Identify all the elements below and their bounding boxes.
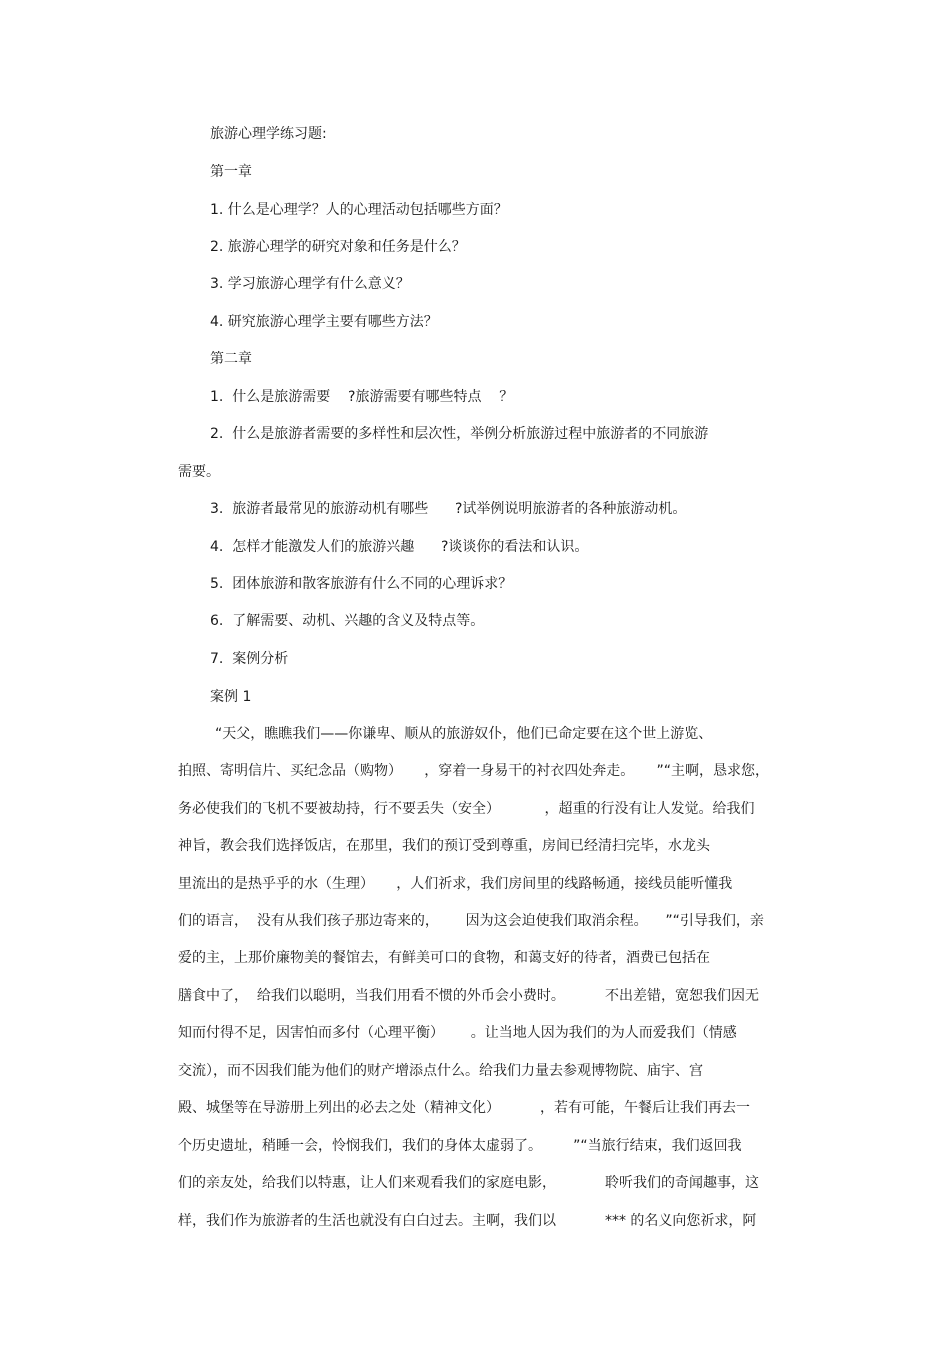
case-text-line: “天父，瞧瞧我们——你谦卑、顺从的旅游奴仆，他们已命定要在这个世上游览、 [215, 726, 713, 742]
chapter-1-question: 1. 什么是心理学？人的心理活动包括哪些方面？ [210, 202, 508, 218]
chapter-2-heading: 第二章 [210, 351, 252, 367]
chapter-2-question: 3. 旅游者最常见的旅游动机有哪些 ?试举例说明旅游者的各种旅游动机。 [210, 501, 687, 517]
case-text-line: 务必使我们的飞机不要被劫持，行不要丢失（安全） ，超重的行没有让人发觉。给我们 [178, 801, 755, 817]
chapter-2-question: 2. 什么是旅游者需要的多样性和层次性，举例分析旅游过程中旅游者的不同旅游 [210, 426, 709, 442]
chapter-2-question: 5. 团体旅游和散客旅游有什么不同的心理诉求？ [210, 576, 513, 592]
chapter-2-question: 1. 什么是旅游需要 ?旅游需要有哪些特点 ？ [210, 389, 514, 405]
case-text-line: 个历史遗址，稍睡一会，怜悯我们，我们的身体太虚弱了。 ”“当旅行结束，我们返回我 [178, 1138, 742, 1154]
case-text-line: 里流出的是热乎乎的水（生理） ，人们祈求，我们房间里的线路畅通，接线员能听懂我 [178, 876, 733, 892]
case-text-line: 样，我们作为旅游者的生活也就没有白白过去。主啊，我们以 *** 的名义向您祈求，阿 [178, 1213, 757, 1229]
case-text-line: 交流），而不因我们能为他们的财产增添点什么。给我们力量去参观博物院、庙宇、宫 [178, 1063, 703, 1079]
chapter-1-question: 2. 旅游心理学的研究对象和任务是什么？ [210, 239, 466, 255]
case-text-line: 们的亲友处，给我们以特惠，让人们来观看我们的家庭电影， 聆听我们的奇闻趣事，这 [178, 1175, 759, 1191]
case-text-line: 神旨，教会我们选择饭店，在那里，我们的预订受到尊重，房间已经清扫完毕，水龙头 [178, 838, 710, 854]
case-text-line: 知而付得不足，因害怕而多付（心理平衡） 。让当地人因为我们的为人而爱我们（情感 [178, 1025, 737, 1041]
document-title: 旅游心理学练习题: [210, 126, 327, 142]
chapter-1-question: 4. 研究旅游心理学主要有哪些方法？ [210, 314, 438, 330]
chapter-2-question-continuation: 需要。 [178, 464, 220, 480]
case-text-line: 们的语言， 没有从我们孩子那边寄来的， 因为这会迫使我们取消余程。 ”“引导我们，亲 [178, 913, 764, 929]
case-text-line: 拍照、寄明信片、买纪念品（购物） ，穿着一身易干的衬衣四处奔走。 ”“主啊，恳求您， [178, 763, 770, 779]
chapter-2-question: 6. 了解需要、动机、兴趣的含义及特点等。 [210, 613, 485, 629]
case-text-line: 膳食中了， 给我们以聪明，当我们用看不惯的外币会小费时。 不出差错，宽恕我们因无 [178, 988, 759, 1004]
chapter-2-question: 4. 怎样才能激发人们的旅游兴趣 ?谈谈你的看法和认识。 [210, 539, 589, 555]
case-text-line: 殿、城堡等在导游册上列出的必去之处（精神文化） ，若有可能，午餐后让我们再去一 [178, 1100, 751, 1116]
chapter-2-question: 7. 案例分析 [210, 651, 289, 667]
chapter-1-question: 3. 学习旅游心理学有什么意义？ [210, 276, 410, 292]
case-label: 案例 1 [210, 689, 252, 705]
case-text-line: 爱的主，上那价廉物美的餐馆去，有鲜美可口的食物，和蔼支好的待者，酒费已包括在 [178, 950, 710, 966]
chapter-1-heading: 第一章 [210, 164, 252, 180]
